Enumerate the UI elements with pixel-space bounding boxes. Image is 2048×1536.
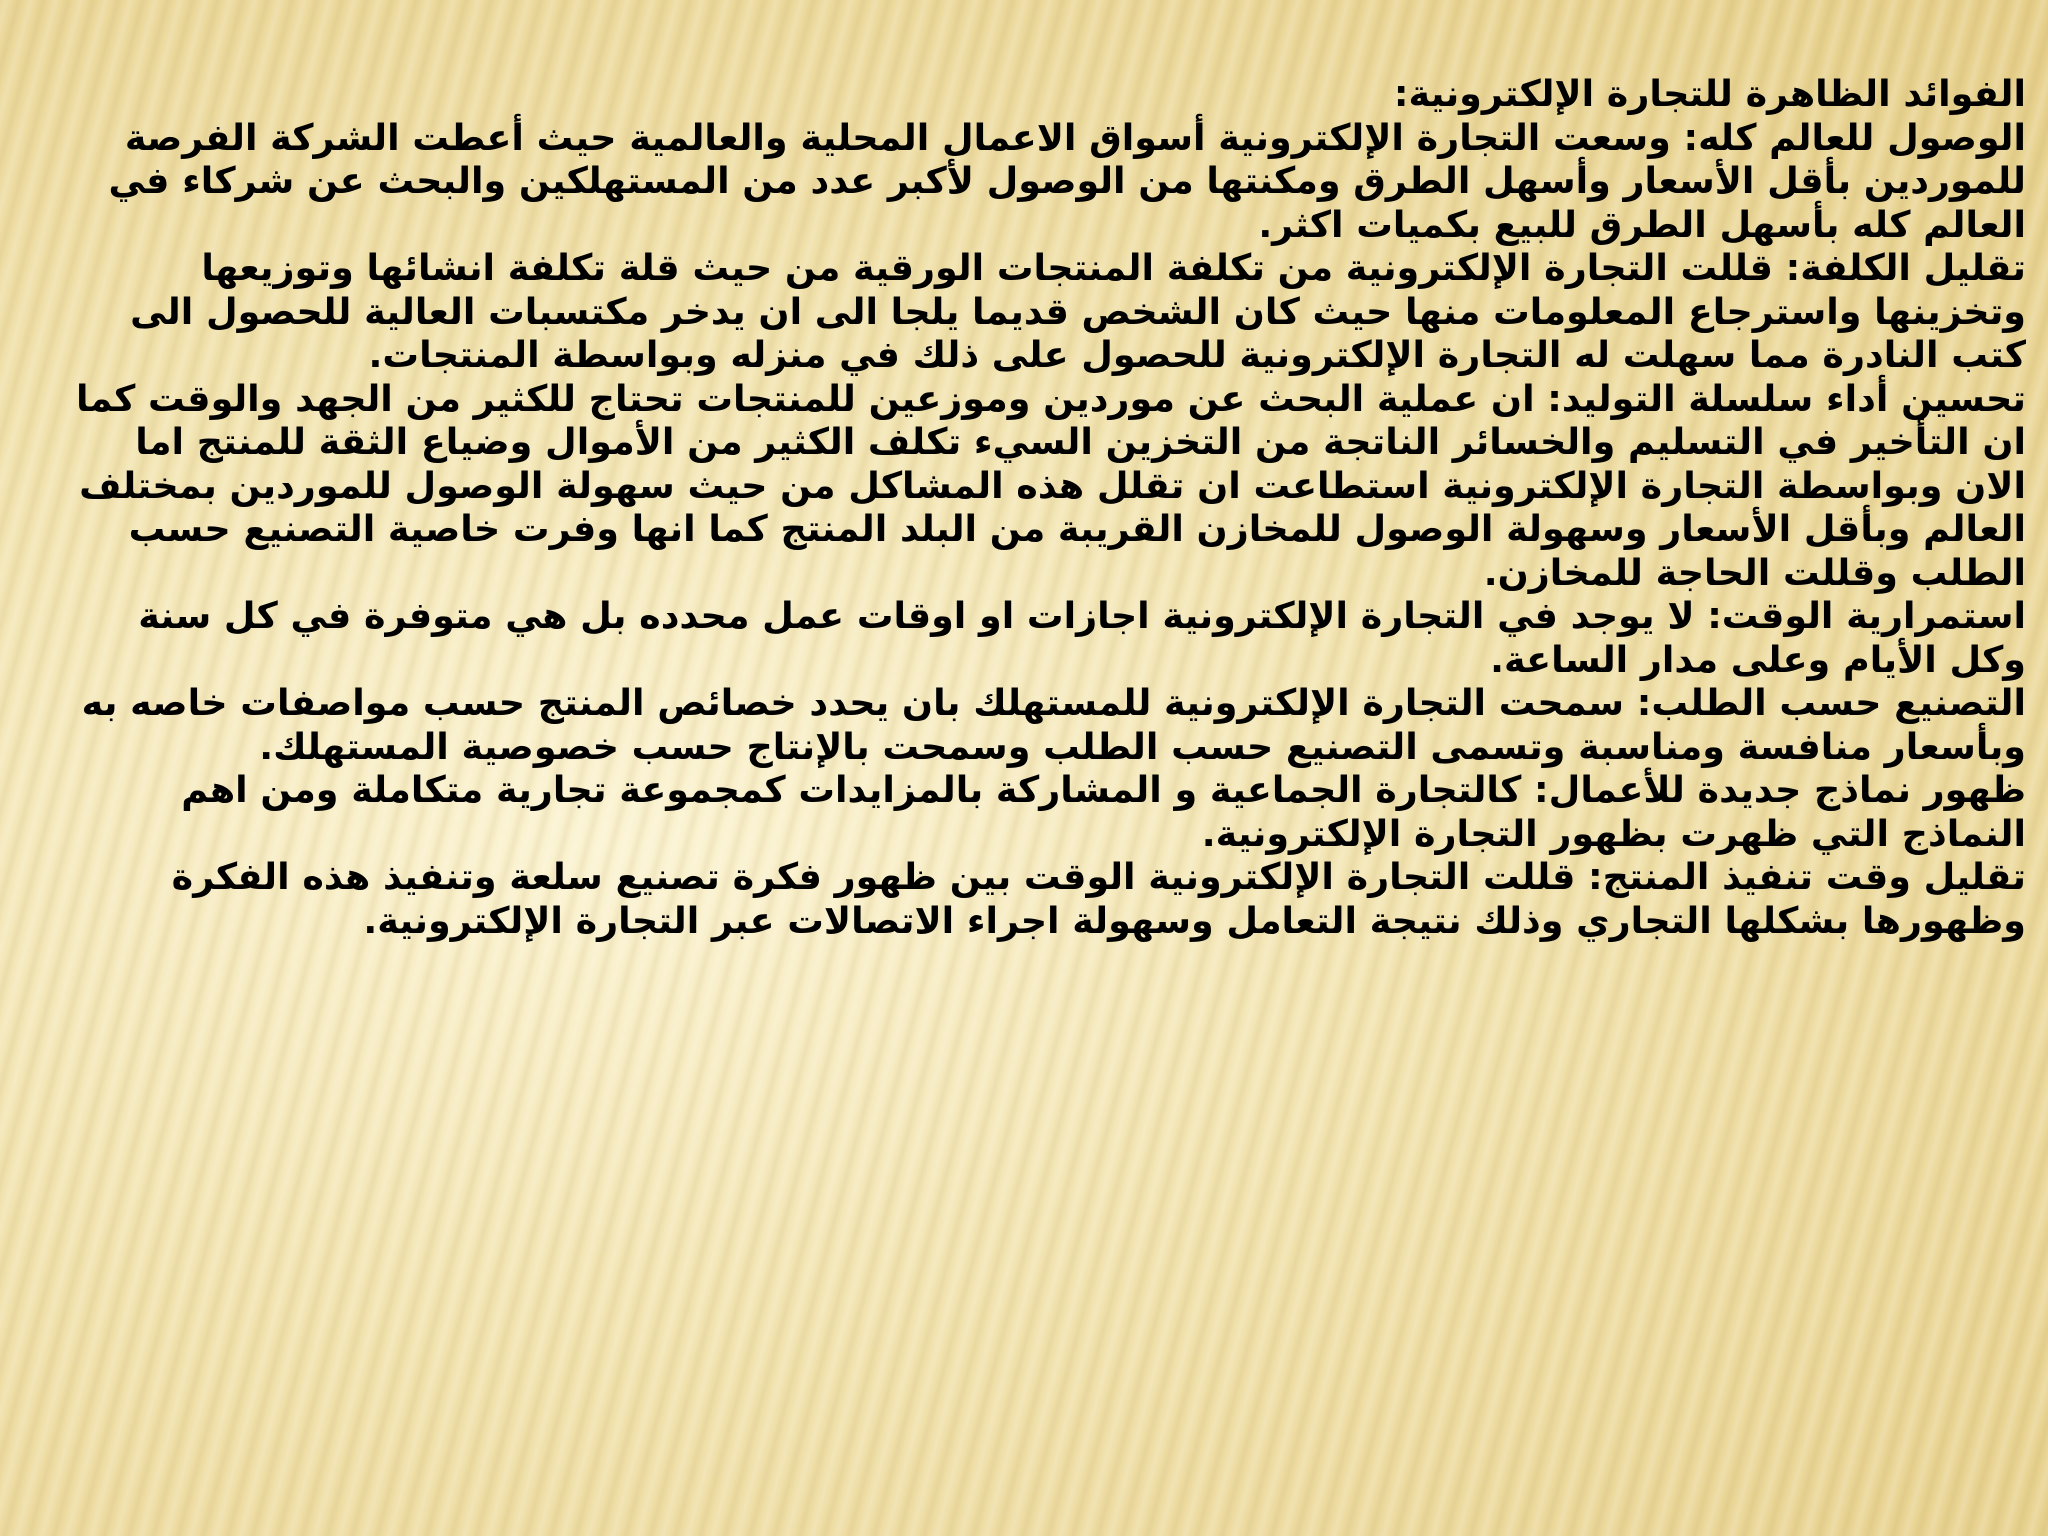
benefit-global-reach: الوصول للعالم كله: وسعت التجارة الإلكترونية أسواق الاعمال المحلية والعالمية حيث أعطت الشركة الفرصة للموردين بأقل الأسعار وأسهل الطرق ومكنتها من الوصول لأكبر عدد من المستهلكين والبحث عن شركاء في العالم كله بأسهل الطرق للبيع بكميات اكثر. (108, 115, 2026, 246)
benefit-supply-chain: تحسين أداء سلسلة التوليد: ان عملية البحث عن موردين وموزعين للمنتجات تحتاج للكثير من الجهد والوقت كما ان التأخير في التسليم والخسائر الناتجة من التخزين السيء تكلف الكثير من الأموال وضياع الثقة للمنتج اما الان وبواسطة التجارة الإلكترونية استطاعت ان تقلل هذه المشاكل من حيث سهولة الوصول للموردين بمختلف العالم وبأقل الأسعار وسهولة الوصول للمخازن القريبة من البلد المنتج كما انها وفرت خاصية التصنيع حسب الطلب وقللت الحاجة للمخازن. (75, 376, 2026, 594)
benefit-new-business-models: ظهور نماذج جديدة للأعمال: كالتجارة الجماعية و المشاركة بالمزايدات كمجموعة تجارية متكاملة ومن اهم النماذج التي ظهرت بظهور التجارة الإلكترونية. (181, 768, 2026, 855)
benefit-custom-manufacturing: التصنيع حسب الطلب: سمحت التجارة الإلكترونية للمستهلك بان يحدد خصائص المنتج حسب مواصفات خاصه به وبأسعار منافسة ومناسبة وتسمى التصنيع حسب الطلب وسمحت بالإنتاج حسب خصوصية المستهلك. (81, 681, 2026, 768)
slide-body (66, 72, 2026, 942)
benefit-reduced-execution-time: تقليل وقت تنفيذ المنتج: قللت التجارة الإلكترونية الوقت بين ظهور فكرة تصنيع سلعة وتنفيذ هذه الفكرة وظهورها بشكلها التجاري وذلك نتيجة التعامل وسهولة اجراء الاتصالات عبر التجارة الإلكترونية. (171, 855, 2026, 942)
slide-heading: الفوائد الظاهرة للتجارة الإلكترونية: (1393, 72, 2026, 115)
benefit-cost-reduction: تقليل الكلفة: قللت التجارة الإلكترونية من تكلفة المنتجات الورقية من حيث قلة تكلفة انشائها وتوزيعها وتخزينها واسترجاع المعلومات منها حيث كان الشخص قديما يلجا الى ان يدخر مكتسبات العالية للحصول الى كتب النادرة مما سهلت له التجارة الإلكترونية للحصول على ذلك في منزله وبواسطة المنتجات. (130, 246, 2026, 376)
benefit-time-continuity: استمرارية الوقت: لا يوجد في التجارة الإلكترونية اجازات او اوقات عمل محدده بل هي متوفرة في كل سنة وكل الأيام وعلى مدار الساعة. (138, 594, 2026, 681)
